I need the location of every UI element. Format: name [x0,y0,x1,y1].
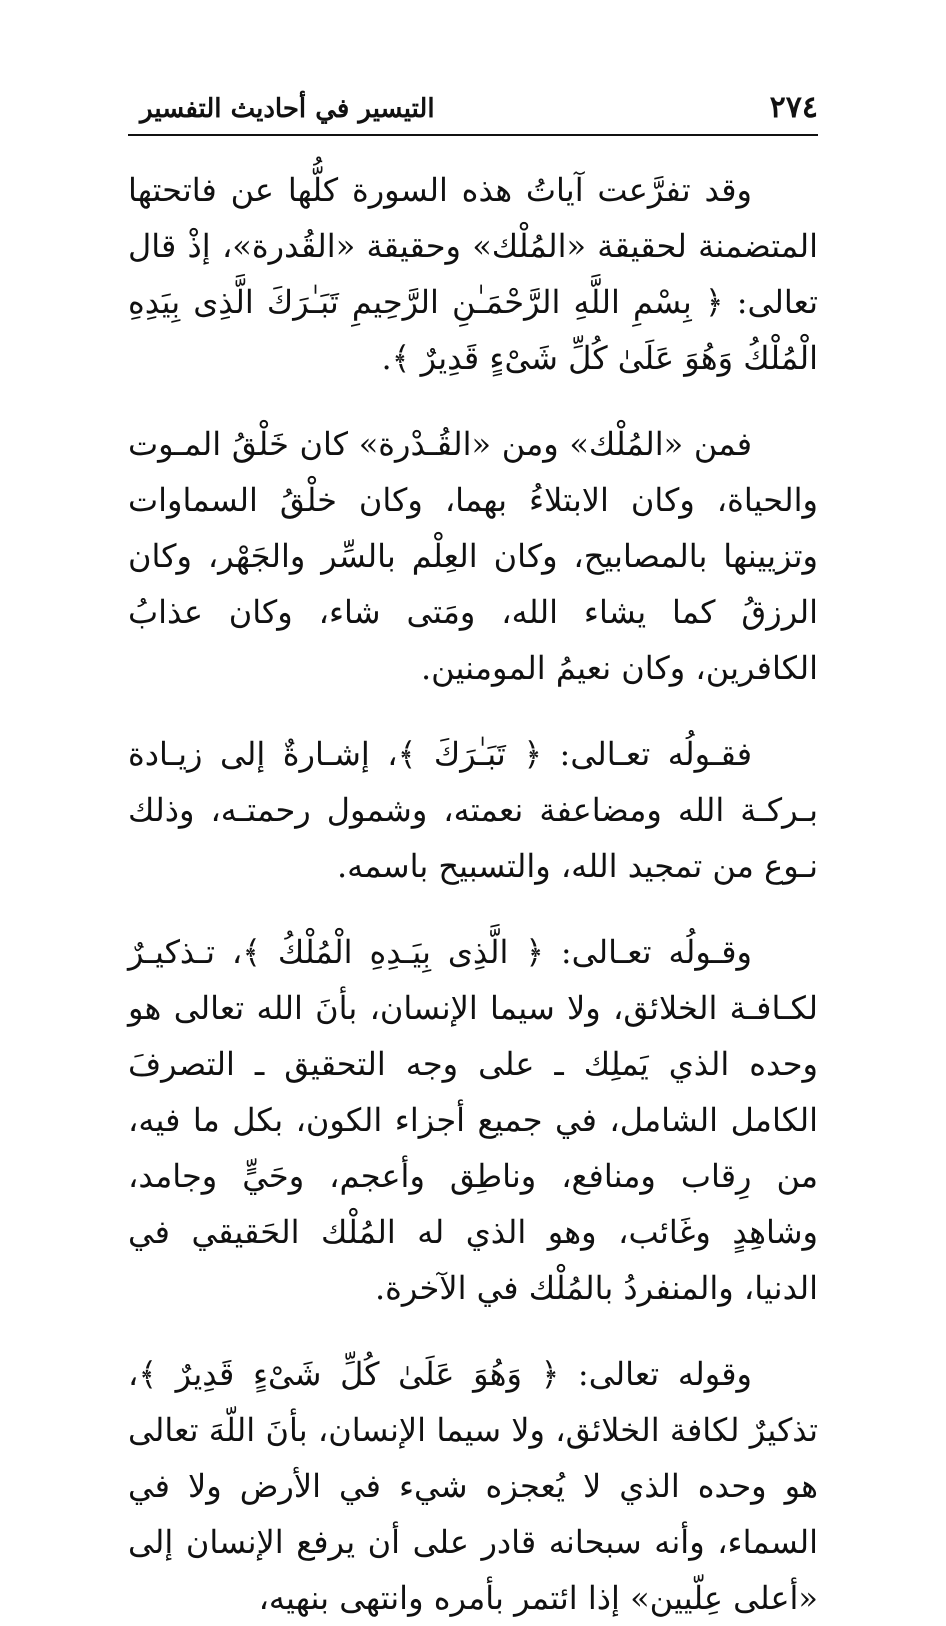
paragraph-2: فمن «المُلْك» ومن «القُـدْرة» كان خَلْقُ المـوت والحياة، وكان الابتلاءُ بهما، وكان خلْقُ السماوات وتزيينها بالمصابيح، وكان العِلْم بالسِّر والجَهْر، وكان الرزقُ كما يشاء الله، ومَتى شاء، وكان عذابُ الكافرين، وكان نعيمُ المومنين. [128,425,818,687]
paragraph-4: وقـولُه تعـالى: ﴿ الَّذِى بِيَـدِهِ الْمُلْكُ ﴾، تـذكيـرٌ لكـافـة الخلائق، ولا سيما الإنسان، بأنَ الله تعالى هو وحده الذي يَملِك ـ على وجه التحقيق ـ التصرفَ الكامل الشامل، في جميع أجزاء الكون، بكل ما فيه، من رِقاب ومنافع، وناطِق وأعجم، وحَيٍّ وجامد، وشاهِدٍ وغَائب، وهو الذي له المُلْك الحَقيقي في الدنيا، والمنفردُ بالمُلْك في الآخرة. [128,933,818,1307]
paragraph-5: وقوله تعالى: ﴿ وَهُوَ عَلَىٰ كُلِّ شَىْءٍ قَدِيرٌ ﴾، تذكيرٌ لكافة الخلائق، ولا سيما الإنسان، بأنَ اللّهَ تعالى هو وحده الذي لا يُعجزه شيء في الأرض ولا في السماء، وأنه سبحانه قادر على أن يرفع الإنسان إلى «أعلى عِلّيين» إذا ائتمر بأمره وانتهى بنهيه، [128,1355,818,1617]
header-rule [128,134,818,136]
page-header [128,88,818,132]
page-number: ٢٧٤ [769,90,818,125]
running-title: التيسير في أحاديث التفسير [140,94,435,124]
paragraph-1: وقد تفرَّعت آياتُ هذه السورة كلُّها عن فاتحتها المتضمنة لحقيقة «المُلْك» وحقيقة «القُدرة»، إذْ قال تعالى: ﴿ بِسْمِ اللَّهِ الرَّحْمَـٰنِ الرَّحِيمِ تَبَـٰرَكَ الَّذِى بِيَدِهِ الْمُلْكُ وَهُوَ عَلَىٰ كُلِّ شَىْءٍ قَدِيرٌ ﴾. [128,171,818,377]
page-body [128,162,818,1626]
paragraph-3: فقـولُه تعـالى: ﴿ تَبَـٰرَكَ ﴾، إشـارةٌ إلى زيـادة بـركـة الله ومضاعفة نعمته، وشمول رحمتـه، وذلك نـوع من تمجيد الله، والتسبيح باسمه. [128,735,818,885]
